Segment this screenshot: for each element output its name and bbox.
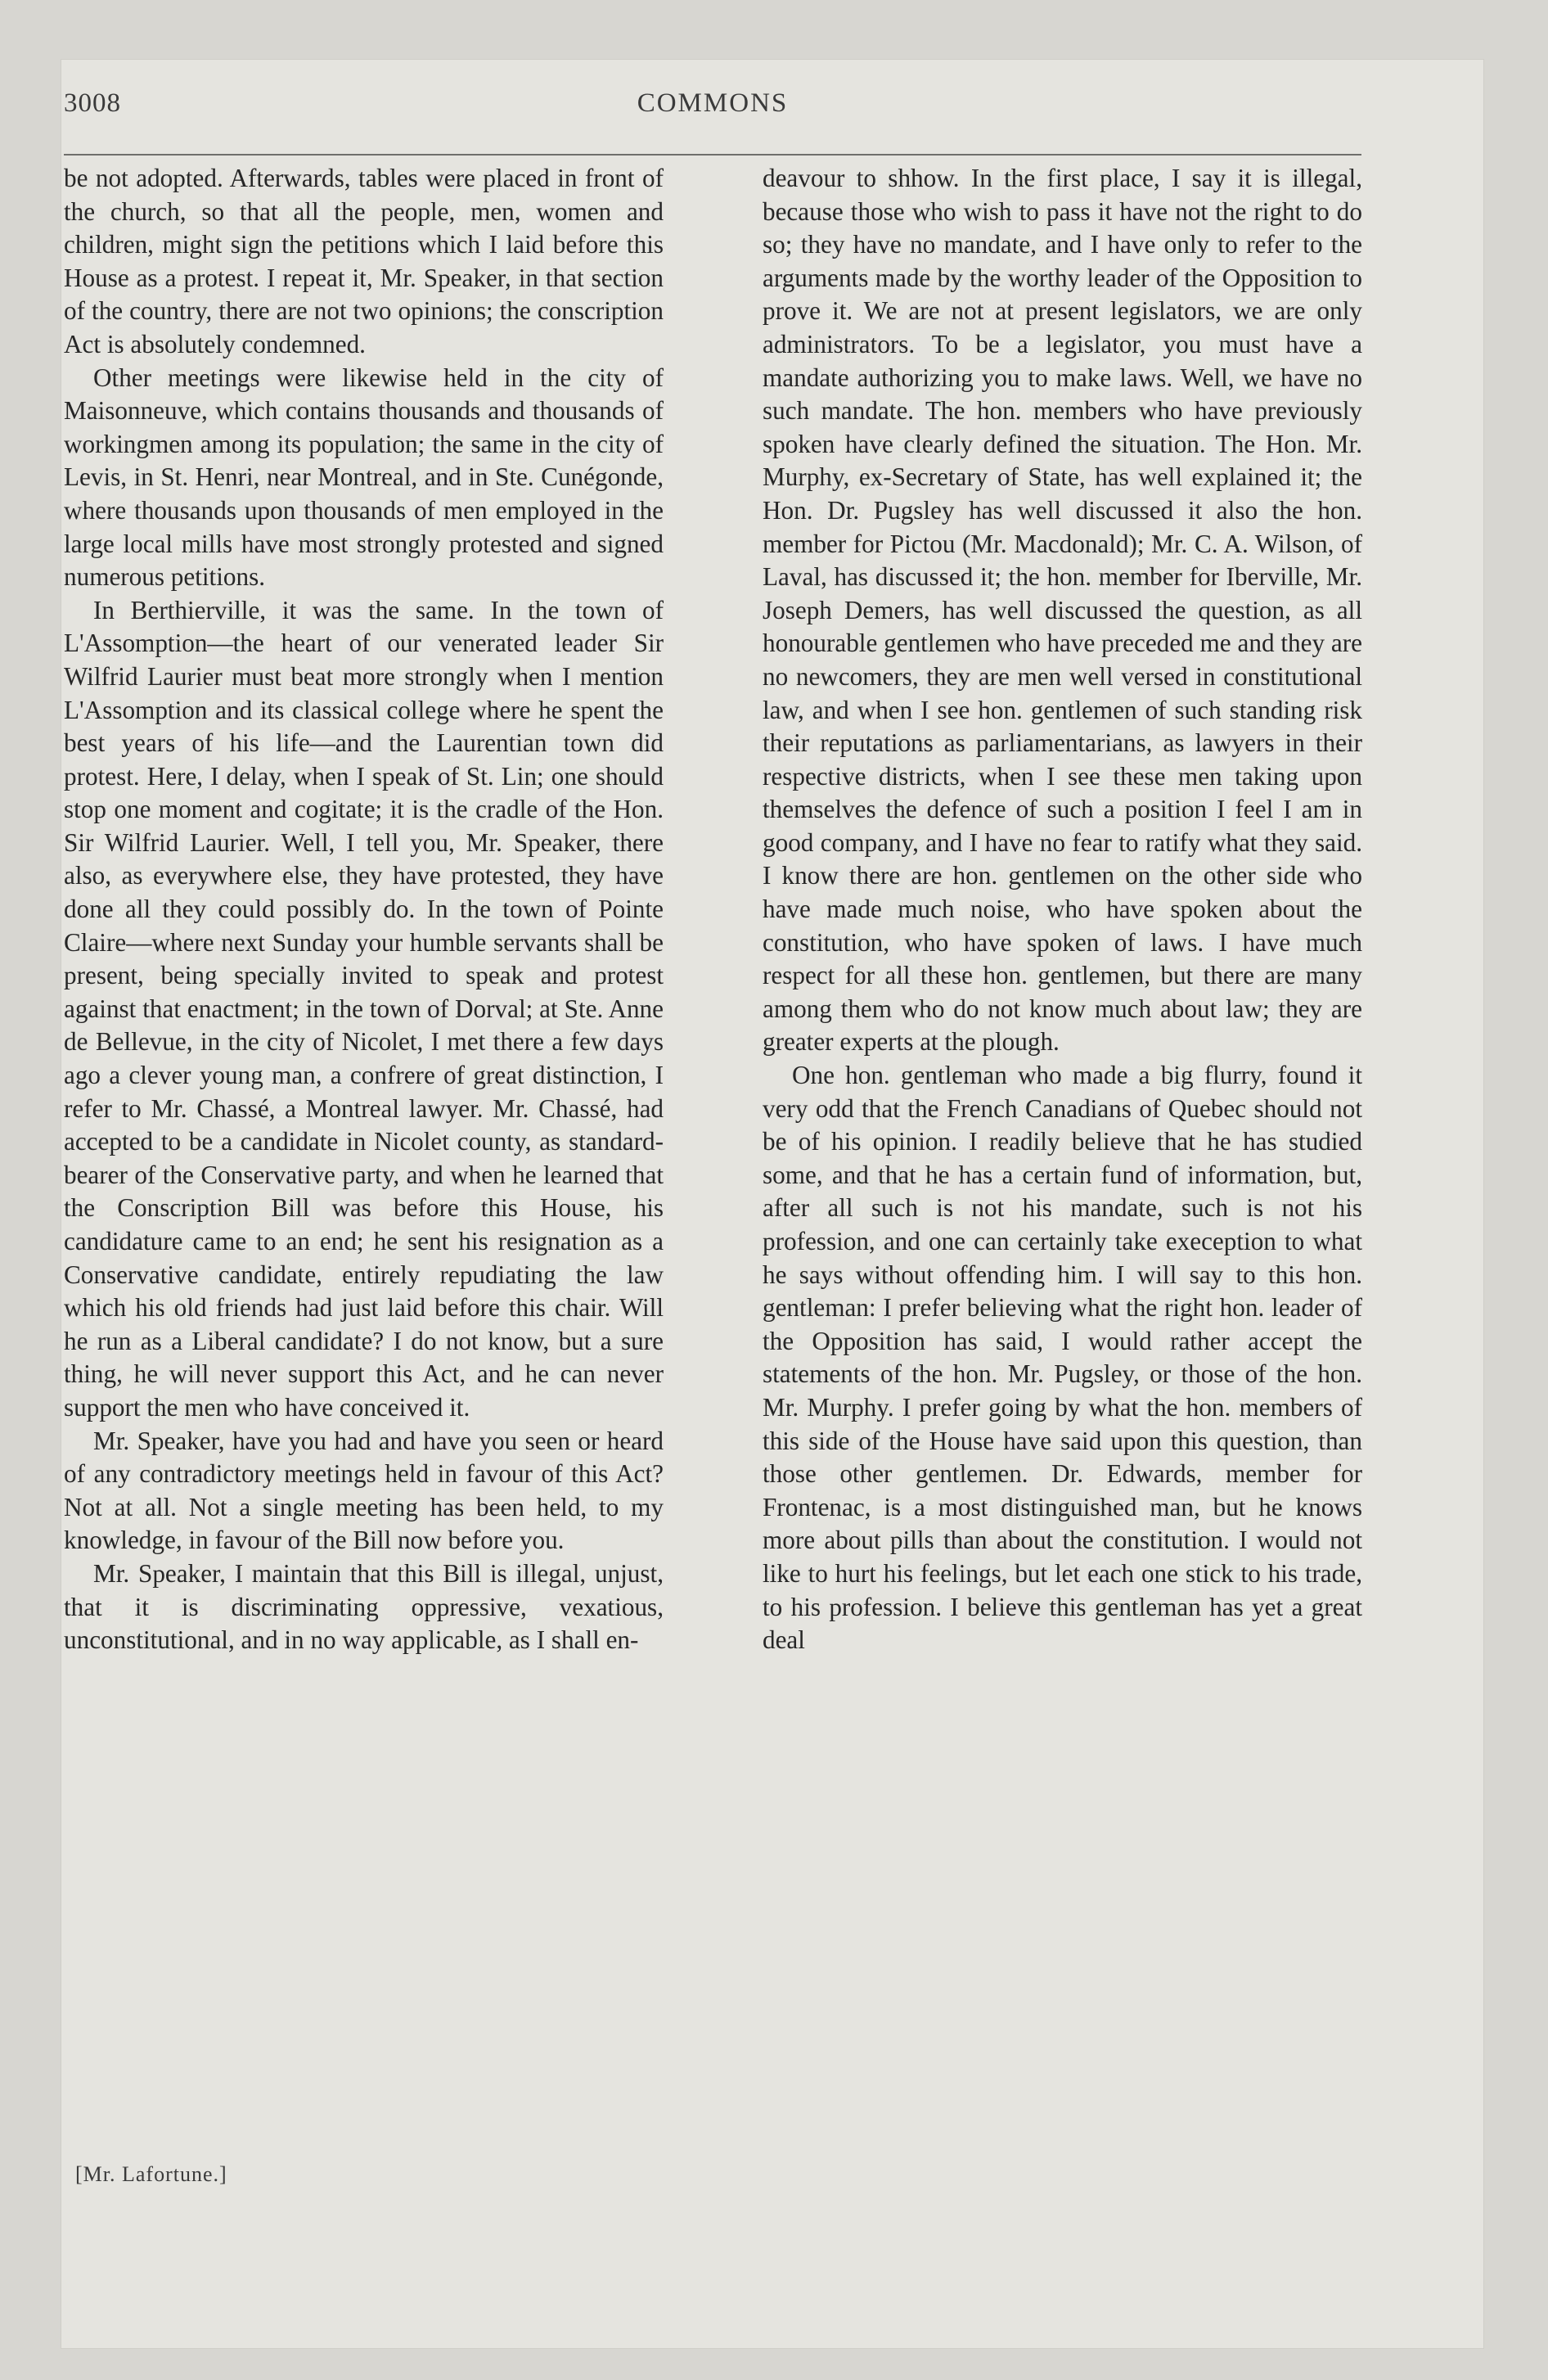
left-column: [64, 162, 664, 1657]
page-header: [64, 88, 1361, 137]
paragraph: One hon. gentleman who made a big flurry, found it very odd that the French Canadians of Quebec should not be of his opinion. I readily believe that he has studied some, and that he has a certain fund of information, but, after all such is not his mandate, such is not his profession, and one can certainly take exeception to what he says without offending him. I will say to this hon. gentleman: I prefer believing what the right hon. leader of the Opposition has said, I would rather accept the statements of the hon. Mr. Pugsley, or those of the hon. Mr. Murphy. I prefer going by what the hon. members of this side of the House have said upon this question, than those other gentlemen. Dr. Edwards, member for Frontenac, is a most distinguished man, but he knows more about pills than about the constitution. I would not like to hurt his feelings, but let each one stick to his trade, to his profession. I believe this gentleman has yet a great deal: [763, 1061, 1362, 1655]
paragraph: be not adopted. Afterwards, tables were placed in front of the church, so that all the people, men, women and children, might sign the petitions which I laid before this House as a protest. I repeat it, Mr. Speaker, in that section of the country, there are not two opinions; the conscription Act is absolutely condemned.: [64, 164, 664, 358]
page-number: 3008: [64, 88, 121, 118]
header-rule: [64, 154, 1361, 156]
paragraph: deavour to shhow. In the first place, I say it is illegal, because those who wish to pass it have not the right to do so; they have no mandate, and I have only to refer to the arguments made by the worthy leader of the Opposition to prove it. We are not at present legislators, we are only administrators. To be a legislator, you must have a mandate authorizing you to make laws. Well, we have no such mandate. The hon. members who have previously spoken have clearly defined the situation. The Hon. Mr. Murphy, ex-Secretary of State, has well explained it; the Hon. Dr. Pugsley has well discussed it also the hon. member for Pictou (Mr. Macdonald); Mr. C. A. Wilson, of Laval, has discussed it; the hon. member for Iberville, Mr. Joseph Demers, has well discussed the question, as all honourable gentlemen who have preceded me and they are no newcomers, they are men well versed in constitutional law, and when I see hon. gentlemen of such standing risk their reputations as parliamentarians, as lawyers in their respective districts, when I see these men taking upon themselves the defence of such a position I feel I am in good company, and I have no fear to ratify what they said. I know there are hon. gentlemen on the other side who have made much noise, who have spoken about the constitution, who have spoken of laws. I have much respect for all these hon. gentlemen, but there are many among them who do not know much about law; they are greater experts at the plough.: [763, 164, 1362, 1057]
paragraph: In Berthierville, it was the same. In the town of L'Assomption—the heart of our venerated leader Sir Wilfrid Laurier must beat more strongly when I mention L'Assomption and its classical college where he spent the best years of his life—and the Laurentian town did protest. Here, I delay, when I speak of St. Lin; one should stop one moment and cogitate; it is the cradle of the Hon. Sir Wilfrid Laurier. Well, I tell you, Mr. Speaker, there also, as everywhere else, they have protested, they have done all they could possibly do. In the town of Pointe Claire—where next Sunday your humble servants shall be present, being specially invited to speak and protest against that enactment; in the town of Dorval; at Ste. Anne de Bellevue, in the city of Nicolet, I met there a few days ago a clever young man, a confrere of great distinction, I refer to Mr. Chassé, a Montreal lawyer. Mr. Chassé, had accepted to be a candidate in Nicolet county, as standard-bearer of the Conservative party, and when he learned that the Conscription Bill was before this House, his candidature came to an end; he sent his resignation as a Conservative candidate, entirely repudiating the law which his old friends had just laid before this chair. Will he run as a Liberal candidate? I do not know, but a sure thing, he will never support this Act, and he can never support the men who have conceived it.: [64, 595, 664, 1422]
speaker-tag: [Mr. Lafortune.]: [75, 2162, 227, 2186]
paragraph: Mr. Speaker, have you had and have you seen or heard of any contradictory meetings held in favour of this Act? Not at all. Not a single meeting has been held, to my knowledge, in favour of the Bill now before you.: [64, 1426, 664, 1555]
paragraph: Mr. Speaker, I maintain that this Bill is illegal, unjust, that it is discriminating oppressive, vexatious, unconstitutional, and in no way applicable, as I shall en-: [64, 1558, 664, 1655]
right-column: [763, 162, 1362, 1657]
paragraph: Other meetings were likewise held in the city of Maisonneuve, which contains thousands and thousands of workingmen among its population; the same in the city of Levis, in St. Henri, near Montreal, and in Ste. Cunégonde, where thousands upon thousands of men employed in the large local mills have most strongly protested and signed numerous petitions.: [64, 363, 664, 592]
running-head: COMMONS: [637, 88, 789, 118]
